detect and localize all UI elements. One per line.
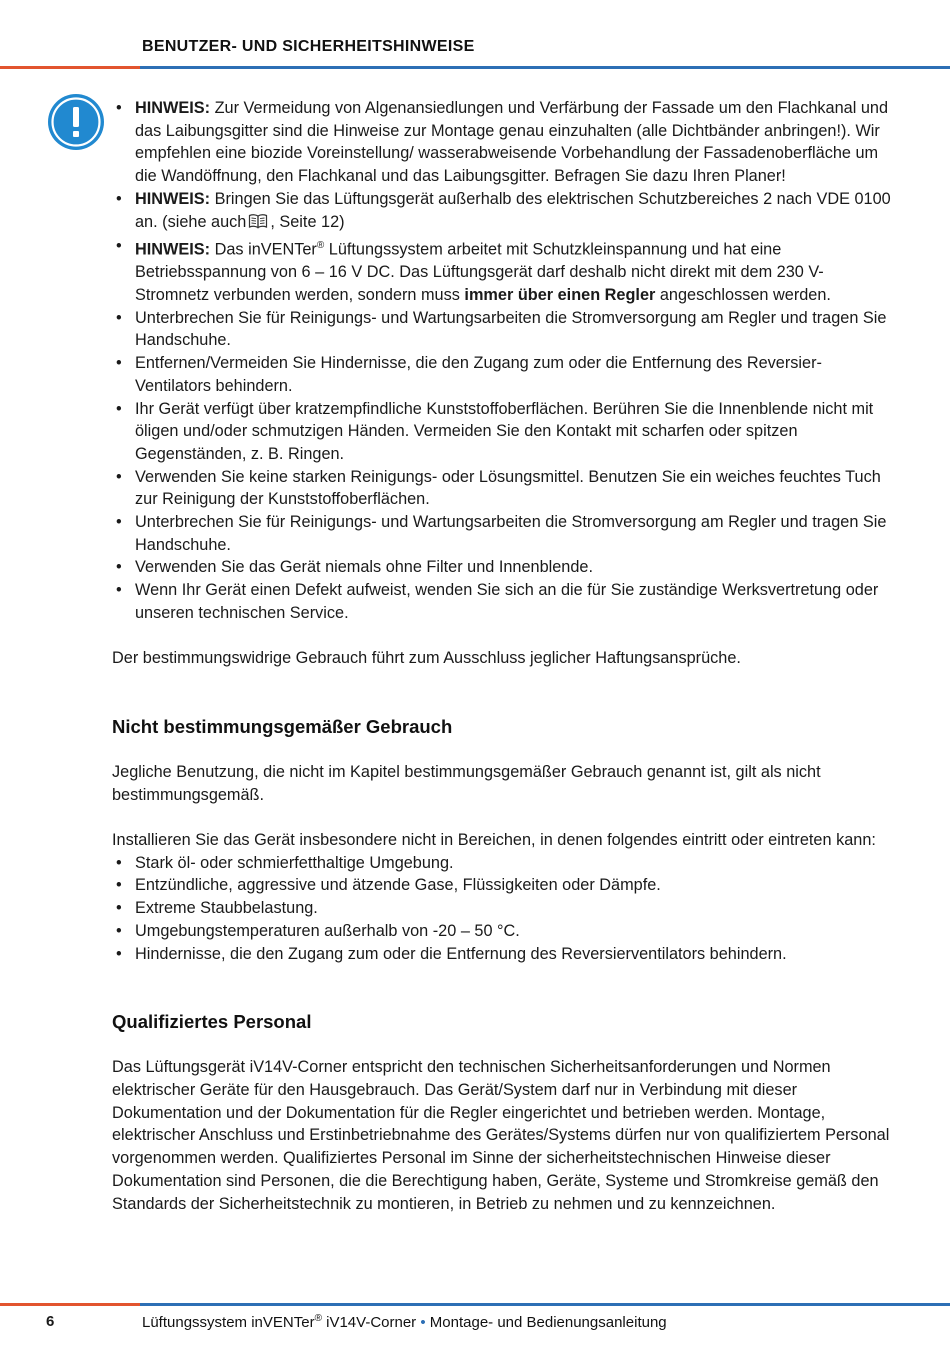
list-item-text: Das inVENTer [214, 240, 317, 259]
list-item: • Unterbrechen Sie für Reinigungs- und Wartungsarbeiten die Stromversorgung am Regler und tragen Sie Handschuhe. [112, 511, 892, 556]
list-item: • Verwenden Sie keine starken Reinigungs- oder Lösungsmittel. Benutzen Sie ein weiches feuchtes Tuch zur Reinigung der Kunststoffoberflächen. [112, 466, 892, 511]
misuse-intro-paragraph: Installieren Sie das Gerät insbesondere nicht in Bereichen, in denen folgendes eintritt oder eintreten kann: [112, 831, 876, 850]
list-item-text: Bringen Sie das Lüftungsgerät außerhalb des elektrischen Schutzbereiches 2 nach VDE 0100 an. (siehe auch [135, 189, 891, 231]
footer-separator: • [420, 1314, 426, 1331]
liability-text: Der bestimmungswidrige Gebrauch führt zum Ausschluss jeglicher Haftungsansprüche. [112, 649, 741, 668]
misuse-paragraph: Jegliche Benutzung, die nicht im Kapitel bestimmungsgemäßer Gebrauch genannt ist, gilt als nicht bestimmungsgemäß. [112, 762, 821, 804]
heading-personnel: Qualifiziertes Personal [112, 1011, 312, 1033]
hinweis-label: HINWEIS: [135, 240, 211, 259]
list-item [112, 188, 892, 235]
book-icon [248, 213, 268, 236]
list-item: • Stark öl- oder schmierfetthaltige Umgebung. [112, 852, 892, 875]
exclamation-circle-icon [48, 94, 104, 150]
list-item: • Extreme Staubbelastung. [112, 897, 892, 920]
list-item-text: , Seite 12) [270, 212, 345, 231]
list-item: • Entzündliche, aggressive und ätzende Gase, Flüssigkeiten oder Dämpfe. [112, 874, 892, 897]
misuse-list [112, 852, 892, 966]
list-item-text: Lüftungssystem arbeitet mit Schutzkleinspannung und hat eine Betriebsspannung von 6 – 16 V DC. Das Lüftungsgerät darf deshalb nicht direkt mit dem 230 V-Stromnetz verbunden werden, sondern muss [135, 240, 824, 305]
main-content [112, 97, 892, 1215]
list-item: • Ihr Gerät verfügt über kratzempfindliche Kunststoffoberflächen. Berühren Sie die Innenblende nicht mit öligen und/oder schmutzigen Händen. Vermeiden Sie den Kontakt mit scharfen oder spitzen Gegenständen, z. B. Ringen. [112, 398, 892, 466]
personnel-paragraph: Das Lüftungsgerät iV14V-Corner entspricht den technischen Sicherheitsanforderungen und Normen elektrischer Geräte für den Hausgebrauch. Das Gerät/System darf nur in Verbindung mit dieser Dokumentation und der Dokumentation für die Regler eingerichtet und betrieben werden. Montage, elektrischer Anschluss und Erstinbetriebnahme des Gerätes/Systems dürfen nur von qualifiziertem Personal vorgenommen werden. Qualifiziertes Personal im Sinne der sicherheitstechnischen Hinweise dieser Dokumentation sind Personen, die die Berechtigung haben, Geräte, Systeme und Stromkreise gemäß den Standards der Sicherheitstechnik zu montieren, in Betrieb zu nehmen und zu kennzeichnen. [112, 1058, 890, 1213]
list-item: • Entfernen/Vermeiden Sie Hindernisse, die den Zugang zum oder die Entfernung des Reversier-Ventilators behindern. [112, 352, 892, 397]
footer-model: iV14V-Corner [321, 1314, 417, 1331]
heading-misuse: Nicht bestimmungsgemäßer Gebrauch [112, 715, 453, 737]
header-rule [0, 66, 950, 69]
footer-product-line [142, 1313, 667, 1331]
footer-product-name: Lüftungssystem inVENTer [142, 1314, 315, 1331]
list-item: • Unterbrechen Sie für Reinigungs- und Wartungsarbeiten die Stromversorgung am Regler und tragen Sie Handschuhe. [112, 307, 892, 352]
list-item: • Umgebungstemperaturen außerhalb von -20 – 50 °C. [112, 920, 892, 943]
footer-rule [0, 1303, 950, 1306]
emphasis-text: immer über einen Regler [464, 286, 656, 305]
registered-mark: ® [314, 1313, 322, 1324]
list-item: • Wenn Ihr Gerät einen Defekt aufweist, wenden Sie sich an die für Sie zuständige Werksvertretung oder unseren technischen Service. [112, 579, 892, 624]
list-item: • Hindernisse, die den Zugang zum oder die Entfernung des Reversierventilators behindern. [112, 943, 892, 966]
notice-list [112, 97, 892, 625]
list-item-text: Zur Vermeidung von Algenansiedlungen und Verfärbung der Fassade um den Flachkanal und das Laibungsgitter sind die Hinweise zur Montage genau einzuhalten (alle Dichtbänder anbringen!). Wir empfehlen eine biozide Voreinstellung/ wasserabweisende Vorbehandlung der Fassadenoberfläche um die Wandöffnung, den Flachkanal und das Laibungsgitter. Befragen Sie dazu Ihren Planer! [135, 99, 889, 186]
page-header-title: BENUTZER- UND SICHERHEITSHINWEISE [142, 38, 475, 55]
list-item: • Verwenden Sie das Gerät niemals ohne Filter und Innenblende. [112, 556, 892, 579]
list-item [112, 235, 892, 307]
hinweis-label: HINWEIS: [135, 189, 211, 208]
footer-doc-type: Montage- und Bedienungsanleitung [429, 1314, 667, 1331]
list-item [112, 97, 892, 188]
page-number: 6 [46, 1313, 55, 1330]
list-item-text: angeschlossen werden. [655, 286, 831, 305]
registered-mark: ® [316, 240, 325, 252]
hinweis-label: HINWEIS: [135, 99, 211, 117]
